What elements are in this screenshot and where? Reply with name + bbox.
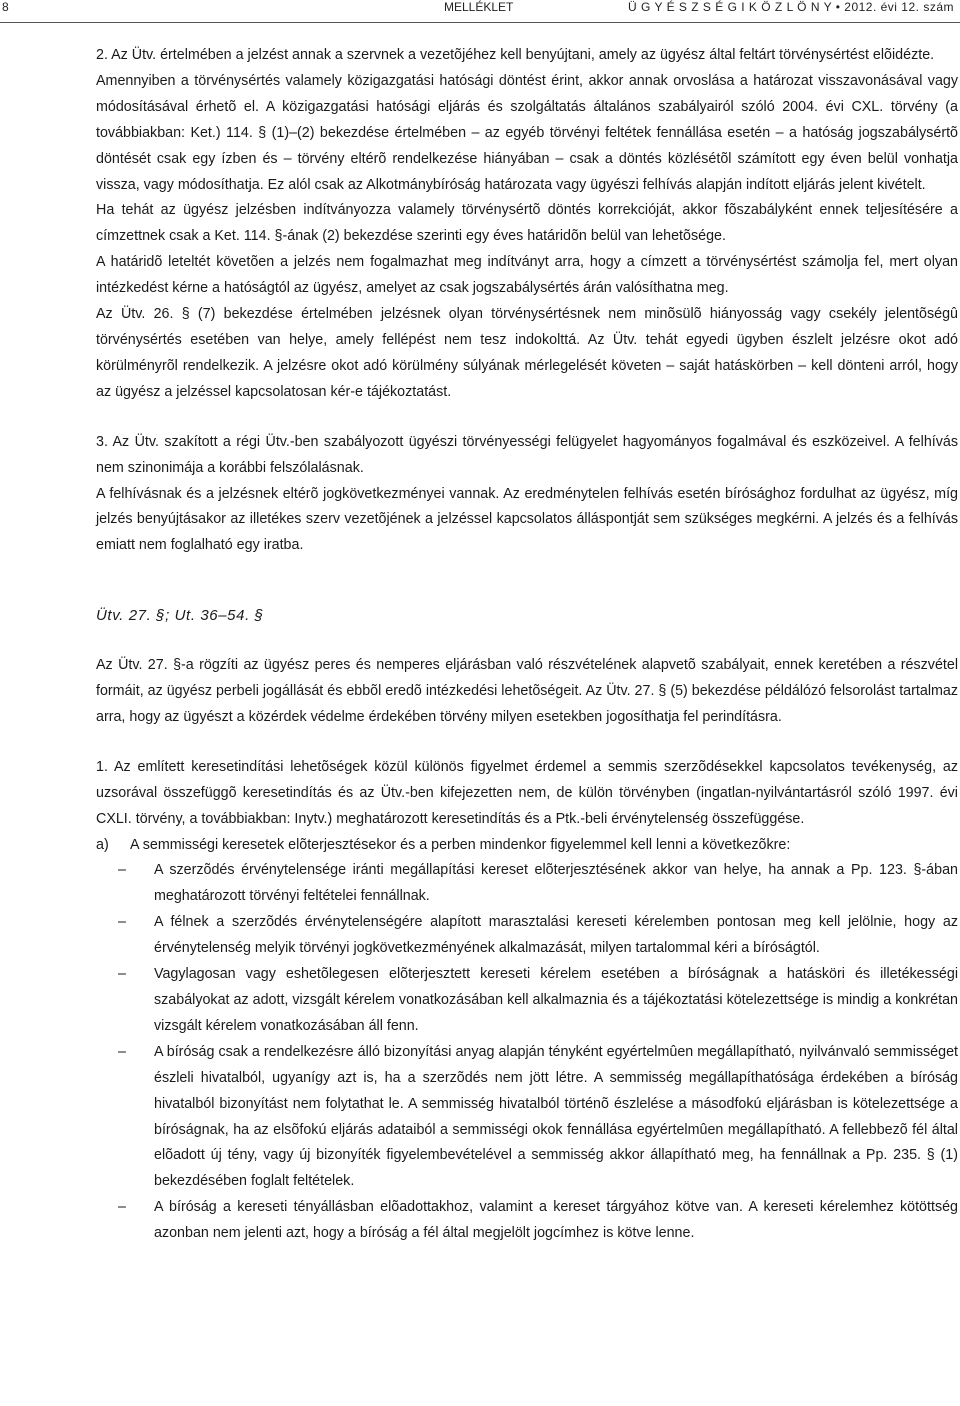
paragraph-1: 2. Az Ütv. értelmében a jelzést annak a szervnek a vezetõjéhez kell benyújtani, amely az ügyész által feltárt törvénysértést elõidézte. (96, 47, 935, 63)
dash-item-text: A bíróság csak a rendelkezésre álló bizonyítási anyag alapján tényként egyértelmûen megállapítható, nyilvánvaló semmisséget észleli hivatalból, ugyanígy azt is, ha a szerzõdés nem jött létre. A semmisség megállapíthatósága érdekében a bíróság hivatalból bizonyítást nem folytathat le. A semmisség hivatalból történõ észlelése a másodfokú eljárásban is kötelezettsége a bíróságnak, ha az elsõfokú eljárás adataiból a semmisségi okok fennállása egyértelmûen megállapítható. A fellebbezõ fél által elõadott új tény, vagy új bizonyíték figyelembevételével a semmisség akkor állapítható meg, ha fennállnak a Pp. 235. § (1) bekezdésében foglalt feltételek. (154, 1043, 958, 1190)
dash-marker: – (118, 1043, 126, 1060)
paragraph-5: Az Ütv. 26. § (7) bekezdése értelmében jelzésnek olyan törvénysértésnek nem minõsülõ hiányosság vagy csekély jelentõségû törvénysértés esetében van helye, amely fellépést nem tesz indokolttá. Az Ütv. tehát egyedi ügyben észlelt jelzésre okot adó körülményrõl rendelkezik. A jelzésre okot adó körülmény súlyának mérlegelését követen – saját hatáskörben – kell dönteni arról, hogy az ügyész a jelzéssel kapcsolatosan kér-e tájékoztatást. (96, 306, 958, 400)
dash-item-text: A bíróság a kereseti tényállásban elõadottakhoz, valamint a kereset tárgyához kötve van. A kereseti kérelemhez kötöttség azonban nem jelenti azt, hogy a bíróság a fél által megjelölt jogcímhez is kötve lenne. (154, 1199, 958, 1242)
dash-marker: – (118, 966, 126, 983)
paragraph-9: 1. Az említett keresetindítási lehetõségek közül különös figyelmet érdemel a semmis szerzõdésekkel kapcsolatos tevékenység, az uzsorával összefüggõ keresetindítás és az Ütv.-ben kifejezetten nem, de külön törvényben (ingatlan-nyilvántartásról szóló 1997. évi CXLI. törvény, a továbbiakban: Inytv.) meghatározott keresetindítás és a Ptk.-beli érvénytelenség összefüggése. (96, 758, 958, 827)
paragraph-4: A határidõ leteltét követõen a jelzés nem fogalmazhat meg indítványt arra, hogy a címzett a törvénysértést számolja fel, mert olyan intézkedést kérne a hatóságtól az ügyész, amelyet az csak jogszabálysértés árán valósíthatna meg. (96, 254, 958, 297)
spacer (96, 406, 958, 430)
list-item-text: A semmisségi keresetek elõterjesztésekor és a perben mindenkor figyelemmel kell lenni a következõkre: (130, 836, 791, 853)
dash-list-item (96, 962, 958, 1040)
document-body (96, 43, 958, 1247)
dash-item-text: A félnek a szerzõdés érvénytelenségére alapított marasztalási kereseti kérelemben pontosan meg kell jelölnie, hogy az érvénytelenség melyik törvényi jogkövetkezményének alkalmazását, milyen tartalommal kéri a bíróságtól. (154, 914, 958, 957)
spacer (96, 731, 958, 755)
dash-marker: – (118, 862, 126, 879)
list-marker: a) (96, 836, 109, 853)
dash-list-item (96, 1040, 958, 1195)
paragraph-8: Az Ütv. 27. §-a rögzíti az ügyész peres és nemperes eljárásban való részvételének alapvetõ szabályait, ennek keretében a részvétel formáit, az ügyész perbeli jogállását és ebbõl eredõ intézkedési lehetõségeit. Az Ütv. 27. § (5) bekezdése példálózó felsorolást tartalmaz arra, hogy az ügyészt a közérdek védelme érdekében törvény milyen esetekben jogosíthatja fel perindításra. (96, 657, 959, 725)
paragraph-6: 3. Az Ütv. szakított a régi Ütv.-ben szabályozott ügyészi törvényességi felügyelet hagyományos fogalmával és eszközeivel. A felhívás nem szinonimája a korábbi felszólalásnak. (96, 433, 958, 476)
list-item-a (96, 833, 958, 859)
dash-marker: – (118, 1199, 126, 1216)
paragraph-3: Ha tehát az ügyész jelzésben indítványozza valamely törvénysértõ döntés korrekcióját, akkor fõszabályként ennek teljesítésére a címzettnek csak a Ket. 114. §-ának (2) bekezdése szerinti egy éves határidõn belül van lehetõsége. (96, 202, 958, 245)
section-label: MELLÉKLET (444, 0, 514, 14)
paragraph-7: A felhívásnak és a jelzésnek eltérõ jogkövetkezményei vannak. Az eredménytelen felhívás esetén bírósághoz fordulhat az ügyész, míg jelzés benyújtásakor az illetékes szerv vezetõjének a jelzéssel kapcsolatos álláspontját sem szükséges megkérni. A jelzés és a felhívás emiatt nem foglalható egy iratba. (96, 485, 958, 554)
dash-list-item (96, 858, 958, 910)
section-heading: Ütv. 27. §; Ut. 36–54. § (96, 607, 264, 625)
dash-item-text: Vagylagosan vagy eshetõlegesen elõterjesztett kereseti kérelem esetében a bíróságnak a hatásköri és illetékességi szabályokat az adott, vizsgált kérelem vonatkozásában kell alkalmaznia és a tájékoztatási kötelezettsége is mindig a konkrétan vizsgált kérelem vonatkozásában áll fenn. (154, 966, 958, 1034)
journal-title: Ü G Y É S Z S É G I K Ö Z L Ö N Y • 2012. évi 12. szám (628, 0, 954, 14)
dash-list-item (96, 910, 958, 962)
dash-list-item (96, 1195, 958, 1247)
dash-item-text: A szerzõdés érvénytelensége iránti megállapítási kereset elõterjesztésének akkor van helye, ha annak a Pp. 123. §-ában meghatározott törvényi feltételei fennállnak. (154, 862, 958, 905)
spacer (96, 629, 958, 653)
spacer (96, 559, 958, 603)
dash-marker: – (118, 914, 126, 931)
page-number: 8 (2, 0, 9, 14)
header-rule (0, 22, 960, 23)
paragraph-2: Amennyiben a törvénysértés valamely közigazgatási hatósági döntést érint, akkor annak orvoslása a határozat visszavonásával vagy módosításával érhetõ el. A közigazgatási hatósági eljárás és szolgáltatás általános szabályairól szóló 2004. évi CXL. törvény (a továbbiakban: Ket.) 114. § (1)–(2) bekezdése értelmében – az egyéb törvényi feltétek fennállása esetén – a hatóság jogszabálysértõ döntését csak egy ízben és – törvény eltérõ rendelkezése hiányában – csak a döntés közlésétõl számított egy éven belül vonhatja vissza, vagy módosíthatja. Ez alól csak az Alkotmánybíróság határozata vagy ügyészi felhívás alapján indított eljárás jelent kivételt. (96, 72, 958, 193)
